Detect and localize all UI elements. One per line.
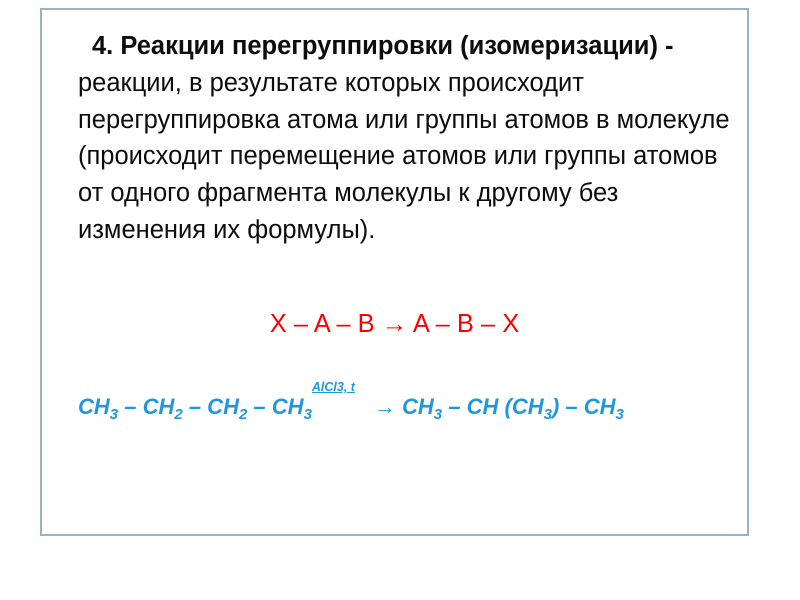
product-ch3: CH xyxy=(395,394,434,419)
subscript: 3 xyxy=(615,406,624,423)
reaction-condition: AlCl3, t xyxy=(311,380,355,394)
arrow-icon: → xyxy=(373,394,396,419)
reaction-arrow xyxy=(311,380,396,420)
slide-title: 4. Реакции перегруппировки (изомеризации) - xyxy=(92,32,674,60)
reactant-ch2: – CH xyxy=(118,394,175,419)
subscript: 3 xyxy=(433,406,443,423)
reactant-ch3: CH xyxy=(78,394,110,419)
definition-paragraph xyxy=(78,28,738,249)
subscript: 2 xyxy=(174,406,183,423)
isomerization-equation xyxy=(78,380,758,423)
definition-text: реакции, в результате которых происходит перегруппировка атома или группы атомов в молекуле (происходит перемещение атомов или группы атомов от одного фрагмента молекулы к другому без изменения их формулы). xyxy=(78,68,730,244)
general-scheme: X – A – B → A – B – X xyxy=(269,310,520,338)
subscript: 3 xyxy=(109,406,119,423)
reactant-ch2: – CH xyxy=(182,394,239,419)
subscript: 3 xyxy=(303,406,312,423)
reactant-ch3: – CH xyxy=(247,394,304,419)
product-ch3: ) – CH xyxy=(551,394,616,419)
subscript: 2 xyxy=(238,406,248,423)
product-ch-branch: – CH (CH xyxy=(442,394,544,419)
subscript: 3 xyxy=(543,406,552,423)
